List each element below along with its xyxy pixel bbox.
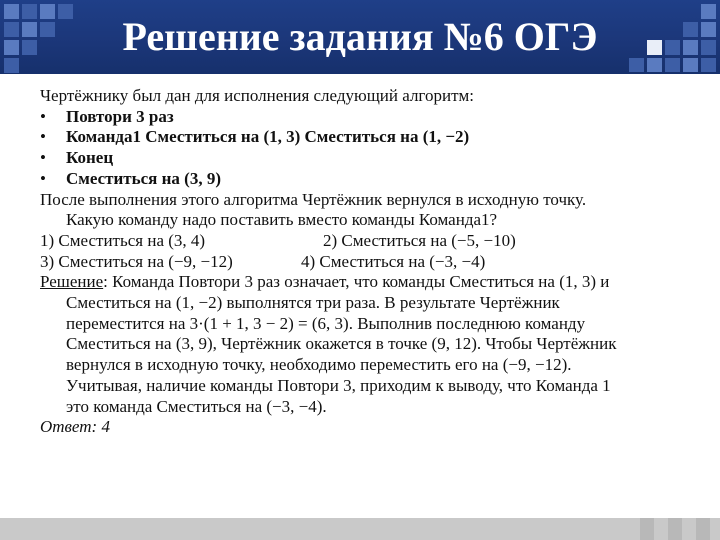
footer-decor (668, 518, 682, 540)
bullet-icon: • (40, 127, 46, 147)
slide-footer (0, 518, 720, 540)
answer-option: 2) Сместиться на (−5, −10) (323, 230, 516, 250)
slide-header (0, 0, 720, 74)
algorithm-step (40, 148, 690, 169)
algorithm-step-text: Команда1 Сместиться на (1, 3) Сместиться на (1, −2) (66, 127, 470, 147)
algorithm-step (40, 127, 690, 148)
bullet-icon: • (40, 148, 46, 168)
solution-label: Решение (40, 272, 104, 292)
bullet-icon: • (40, 168, 46, 188)
algorithm-step (40, 107, 690, 128)
slide-title: Решение задания №6 ОГЭ (122, 14, 598, 59)
algorithm-step-text: Повтори 3 раз (66, 106, 174, 126)
algorithm-step-text: Конец (66, 148, 114, 168)
solution-line: Сместиться на (1, −2) выполнятся три раза. В результате Чертёжник (66, 293, 560, 313)
question-text: После выполнения этого алгоритма Чертёжник вернулся в исходную точку. (40, 189, 587, 209)
solution-line: вернулся в исходную точку, необходимо переместить его на (−9, −12). (66, 355, 572, 375)
solution-line: переместится на 3·(1 + 1, 3 − 2) = (6, 3). Выполнив последнюю команду (66, 313, 586, 333)
answer-text: Ответ: 4 (40, 417, 110, 437)
solution-line: : Команда Повтори 3 раз означает, что команды Сместиться на (1, 3) и (103, 272, 610, 292)
algorithm-step-text: Сместиться на (3, 9) (66, 168, 222, 188)
intro-text: Чертёжнику был дан для исполнения следующий алгоритм: (40, 86, 474, 105)
answer-option: 4) Сместиться на (−3, −4) (301, 251, 486, 271)
question-text: Какую команду надо поставить вместо команды Команда1? (66, 210, 498, 230)
answer-option: 3) Сместиться на (−9, −12) (40, 251, 233, 271)
footer-decor (696, 518, 710, 540)
solution-line: это команда Сместиться на (−3, −4). (66, 396, 327, 416)
solution-line: Учитывая, наличие команды Повтори 3, приходим к выводу, что Команда 1 (66, 375, 611, 395)
answer-option: 1) Сместиться на (3, 4) (40, 230, 206, 250)
footer-decor (640, 518, 654, 540)
slide-body (40, 86, 690, 438)
options-row (40, 252, 690, 273)
algorithm-step (40, 169, 690, 190)
options-row (40, 231, 690, 252)
solution-text (40, 272, 690, 293)
bullet-icon: • (40, 106, 46, 126)
solution-line: Сместиться на (3, 9), Чертёжник окажется в точке (9, 12). Чтобы Чертёжник (66, 334, 617, 354)
